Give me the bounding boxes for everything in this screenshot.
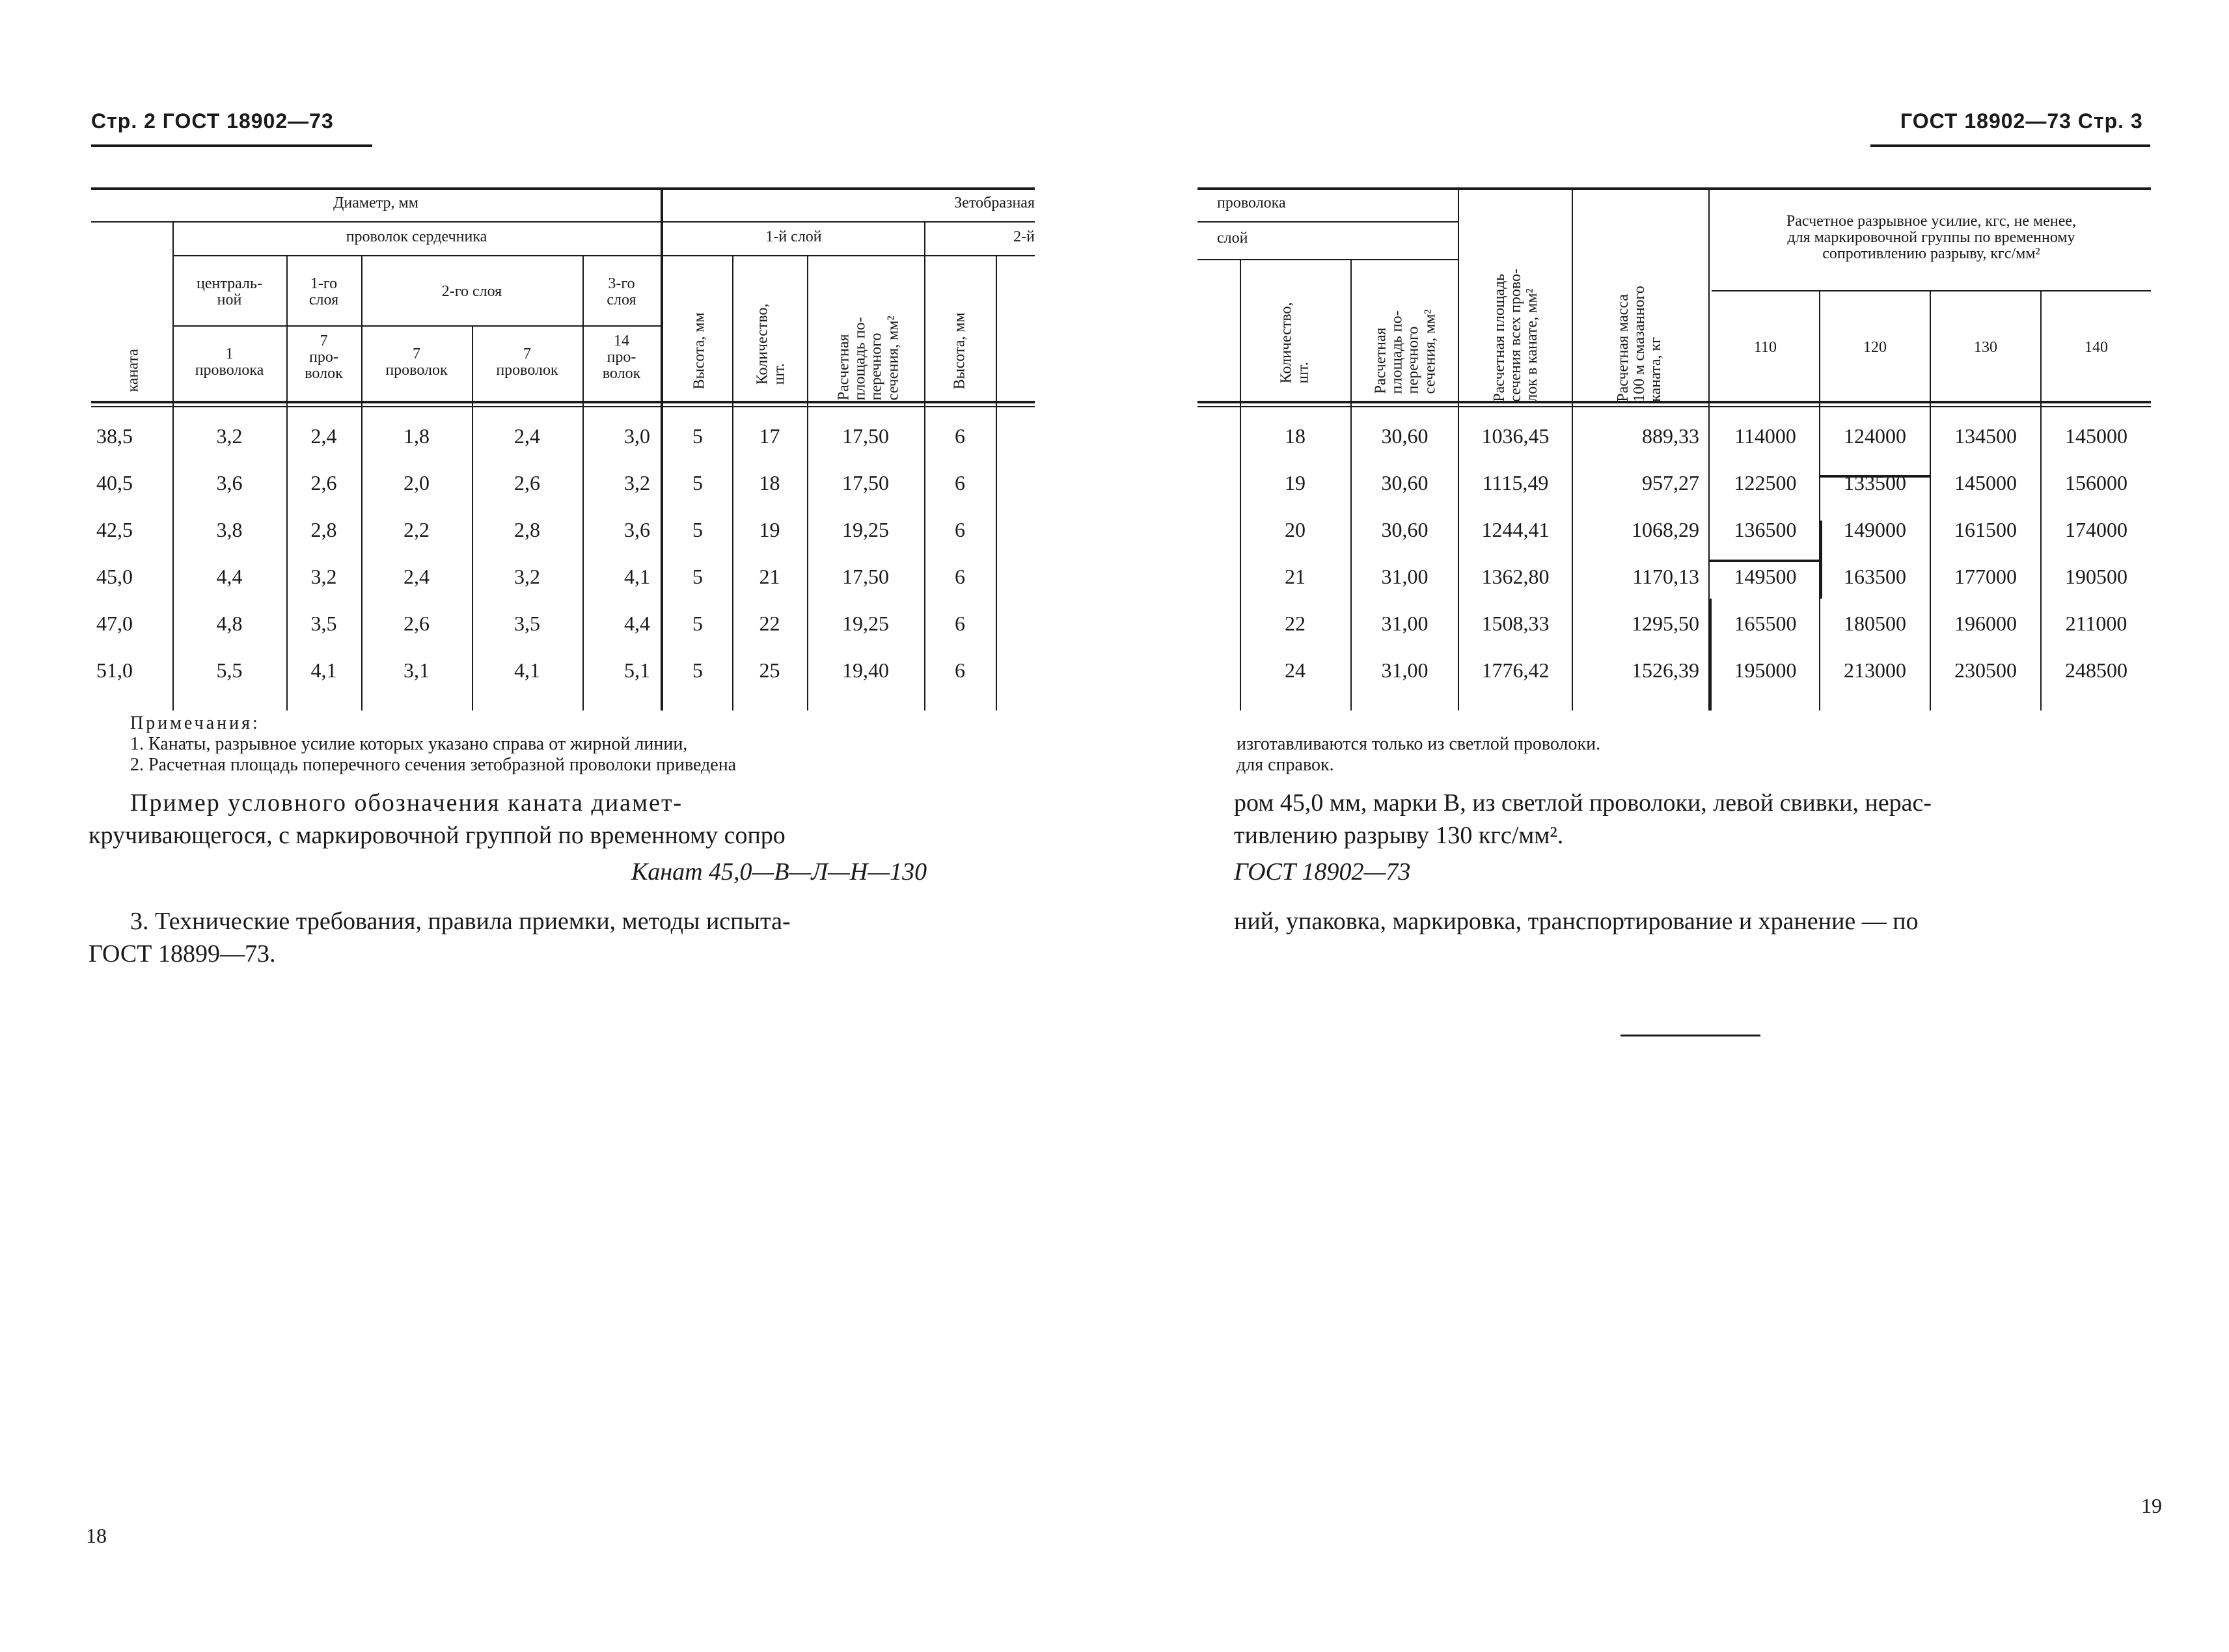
header-second: 2-го слоя [441,283,502,300]
table-cell: 1508,33 [1481,612,1550,635]
table-cell: 21 [1285,565,1306,588]
table-cell: 213000 [1844,658,1906,682]
right-requirements-line-1: ний, упаковка, маркировка, транспортирование и хранение — по [1234,908,1919,935]
table-cell: 122500 [1734,471,1797,494]
requirements-line-2: ГОСТ 18899—73. [89,940,276,968]
table-cell: 21 [759,565,780,588]
table-cell: 19 [1285,471,1306,494]
table-cell: 248500 [2065,658,2127,682]
example-formula: Канат 45,0—В—Л—Н—130 [631,858,927,886]
header-first: 1-го слоя [308,275,339,309]
table-cell: 30,60 [1381,471,1429,494]
note-1: 1. Канаты, разрывное усилие которых указано справа от жирной линии, [130,734,688,754]
table-cell: 136500 [1734,518,1797,541]
table-cell: 5 [692,424,703,448]
note-2: 2. Расчетная площадь поперечного сечения зетобразной проволоки приведена [130,755,737,775]
table-cell: 38,5 [96,424,133,448]
table-cell: 2,8 [514,518,540,541]
header-layer2: 2-й [1013,228,1035,245]
table-cell: 3,2 [624,471,650,494]
header-diameter: Диаметр, мм [333,195,418,211]
example-line-1: Пример условного обозначения каната диамет- [130,789,683,817]
table-cell: 3,2 [310,565,337,588]
right-note-2: для справок. [1237,755,1334,775]
left-page-header: Стр. 2 ГОСТ 18902—73 [91,109,334,133]
table-cell: 5 [692,658,703,682]
table-cell: 5 [692,518,703,541]
table-cell: 5,1 [624,658,650,682]
table-cell: 31,00 [1381,612,1429,635]
table-cell: 1362,80 [1481,565,1550,588]
table-cell: 2,6 [310,471,337,494]
table-cell: 2,4 [514,424,540,448]
table-cell: 4,1 [624,565,650,588]
table-cell: 190500 [2065,565,2127,588]
header-count-right: Количество, шт. [1278,302,1312,384]
table-cell: 17 [759,424,780,448]
header-central: централь- ной [197,275,262,309]
right-example-formula: ГОСТ 18902—73 [1234,858,1411,886]
table-cell: 211000 [2065,612,2127,635]
table-cell: 45,0 [96,565,133,588]
table-cell: 165500 [1734,612,1797,635]
header-total-area: Расчетная площадь сечения всех прово- лок в канате, мм² [1491,268,1541,402]
table-cell: 1295,50 [1632,612,1699,635]
table-cell: 145000 [2065,424,2127,448]
header-count: Количество, шт. [754,303,788,385]
table-cell: 19 [759,518,780,541]
table-cell: 6 [955,518,965,541]
header-layer: слой [1217,230,1248,247]
header-wire: проволока [1217,195,1286,211]
table-cell: 22 [1285,612,1306,635]
table-cell: 163500 [1844,565,1906,588]
table-cell: 42,5 [96,518,133,541]
notes-title: Примечания: [130,713,260,733]
table-cell: 31,00 [1381,658,1429,682]
end-rule [1620,1035,1760,1036]
table-cell: 195000 [1734,658,1797,682]
header-height2: Высота, мм [951,312,968,390]
header-core-wires: проволок сердечника [346,228,487,245]
header-mass: Расчетная масса 100 м смазанного каната, кг [1615,286,1665,402]
header-group-110: 110 [1753,339,1777,356]
table-cell: 156000 [2065,471,2127,494]
table-cell: 133500 [1844,471,1906,494]
table-cell: 19,25 [842,612,889,635]
table-cell: 17,50 [842,565,889,588]
page-number-right: 19 [2141,1494,2162,1517]
example-line-2: кручивающегося, с маркировочной группой по временному сопро [89,822,786,849]
table-cell: 161500 [1954,518,2017,541]
table-cell: 3,2 [514,565,540,588]
header-force: Расчетное разрывное усилие, кгс, не менее, для маркировочной группы по временному сопротивлению разрыву, кгс/мм² [1786,213,2077,263]
table-cell: 3,5 [514,612,540,635]
table-cell: 4,1 [514,658,540,682]
header-rope: каната [124,349,142,392]
header-zeto: Зетобразная [954,195,1035,211]
table-cell: 1036,45 [1481,424,1550,448]
right-header-rule [1870,144,2150,147]
table-cell: 196000 [1954,612,2017,635]
table-cell: 5 [692,612,703,635]
table-cell: 19,25 [842,518,889,541]
table-cell: 4,8 [216,612,243,635]
table-cell: 17,50 [842,424,889,448]
header-height: Высота, мм [691,312,708,390]
table-cell: 2,4 [403,565,430,588]
table-cell: 30,60 [1381,424,1429,448]
table-cell: 6 [955,565,965,588]
table-cell: 25 [759,658,780,682]
table-cell: 4,1 [310,658,337,682]
table-cell: 124000 [1844,424,1906,448]
table-cell: 5,5 [216,658,243,682]
table-cell: 19,40 [842,658,889,682]
table-cell: 2,2 [403,518,430,541]
header-n1: 1 проволока [195,345,264,379]
header-group-120: 120 [1863,339,1887,356]
table-cell: 24 [1285,658,1306,682]
table-cell: 1776,42 [1481,658,1550,682]
table-cell: 4,4 [216,565,243,588]
table-cell: 180500 [1844,612,1906,635]
table-cell: 1115,49 [1482,471,1549,494]
table-cell: 3,6 [624,518,650,541]
right-example-line-1: ром 45,0 мм, марки В, из светлой проволоки, левой свивки, нерас- [1234,789,1932,817]
table-cell: 149500 [1734,565,1797,588]
requirements-line-1: 3. Технические требования, правила приемки, методы испыта- [130,908,791,935]
table-cell: 18 [759,471,780,494]
table-cell: 3,2 [216,424,243,448]
table-cell: 3,0 [624,424,650,448]
table-cell: 1244,41 [1481,518,1550,541]
table-cell: 20 [1285,518,1306,541]
table-cell: 3,1 [403,658,430,682]
table-cell: 889,33 [1642,424,1699,448]
table-cell: 1068,29 [1632,518,1699,541]
table-cell: 40,5 [96,471,133,494]
table-cell: 3,8 [216,518,243,541]
header-n14: 14 про- волок [602,332,641,383]
table-cell: 6 [955,658,965,682]
header-n7b: 7 проволок [385,345,448,379]
table-cell: 145000 [1954,471,2017,494]
table-cell: 177000 [1954,565,2017,588]
table-cell: 174000 [2065,518,2127,541]
table-cell: 2,6 [514,471,540,494]
table-cell: 2,0 [403,471,430,494]
header-group-130: 130 [1974,339,1997,356]
table-cell: 31,00 [1381,565,1429,588]
table-cell: 22 [759,612,780,635]
table-cell: 5 [692,471,703,494]
table-cell: 3,5 [310,612,337,635]
table-cell: 114000 [1734,424,1796,448]
table-cell: 17,50 [842,471,889,494]
table-cell: 18 [1285,424,1306,448]
header-area-right: Расчетная площадь по- перечного сечения, мм² [1372,309,1439,394]
table-cell: 2,4 [310,424,337,448]
table-cell: 47,0 [96,612,133,635]
table-cell: 30,60 [1381,518,1429,541]
right-note-1: изготавливаются только из светлой проволоки. [1237,734,1601,754]
header-group-140: 140 [2085,339,2108,356]
table-cell: 5 [692,565,703,588]
header-n7c: 7 проволок [496,345,558,379]
table-cell: 6 [955,612,965,635]
page-number-left: 18 [86,1524,107,1547]
header-n7a: 7 про- волок [305,332,343,383]
table-cell: 3,6 [216,471,243,494]
table-cell: 6 [955,424,965,448]
table-cell: 2,6 [403,612,430,635]
left-header-rule [91,144,372,147]
table-cell: 149000 [1844,518,1906,541]
table-cell: 6 [955,471,965,494]
table-cell: 2,8 [310,518,337,541]
table-cell: 1,8 [403,424,430,448]
header-layer1: 1-й слой [765,228,822,245]
table-cell: 230500 [1954,658,2017,682]
header-third: 3-го слоя [607,275,636,309]
header-area: Расчетная площадь по- перечного сечения, мм² [835,316,902,401]
table-cell: 4,4 [624,612,650,635]
table-cell: 51,0 [96,658,133,682]
right-page-header: ГОСТ 18902—73 Стр. 3 [1900,109,2143,133]
table-cell: 1526,39 [1632,658,1699,682]
table-cell: 1170,13 [1632,565,1699,588]
table-cell: 134500 [1954,424,2017,448]
table-cell: 957,27 [1642,471,1699,494]
right-example-line-2: тивлению разрыву 130 кгс/мм². [1234,822,1564,849]
